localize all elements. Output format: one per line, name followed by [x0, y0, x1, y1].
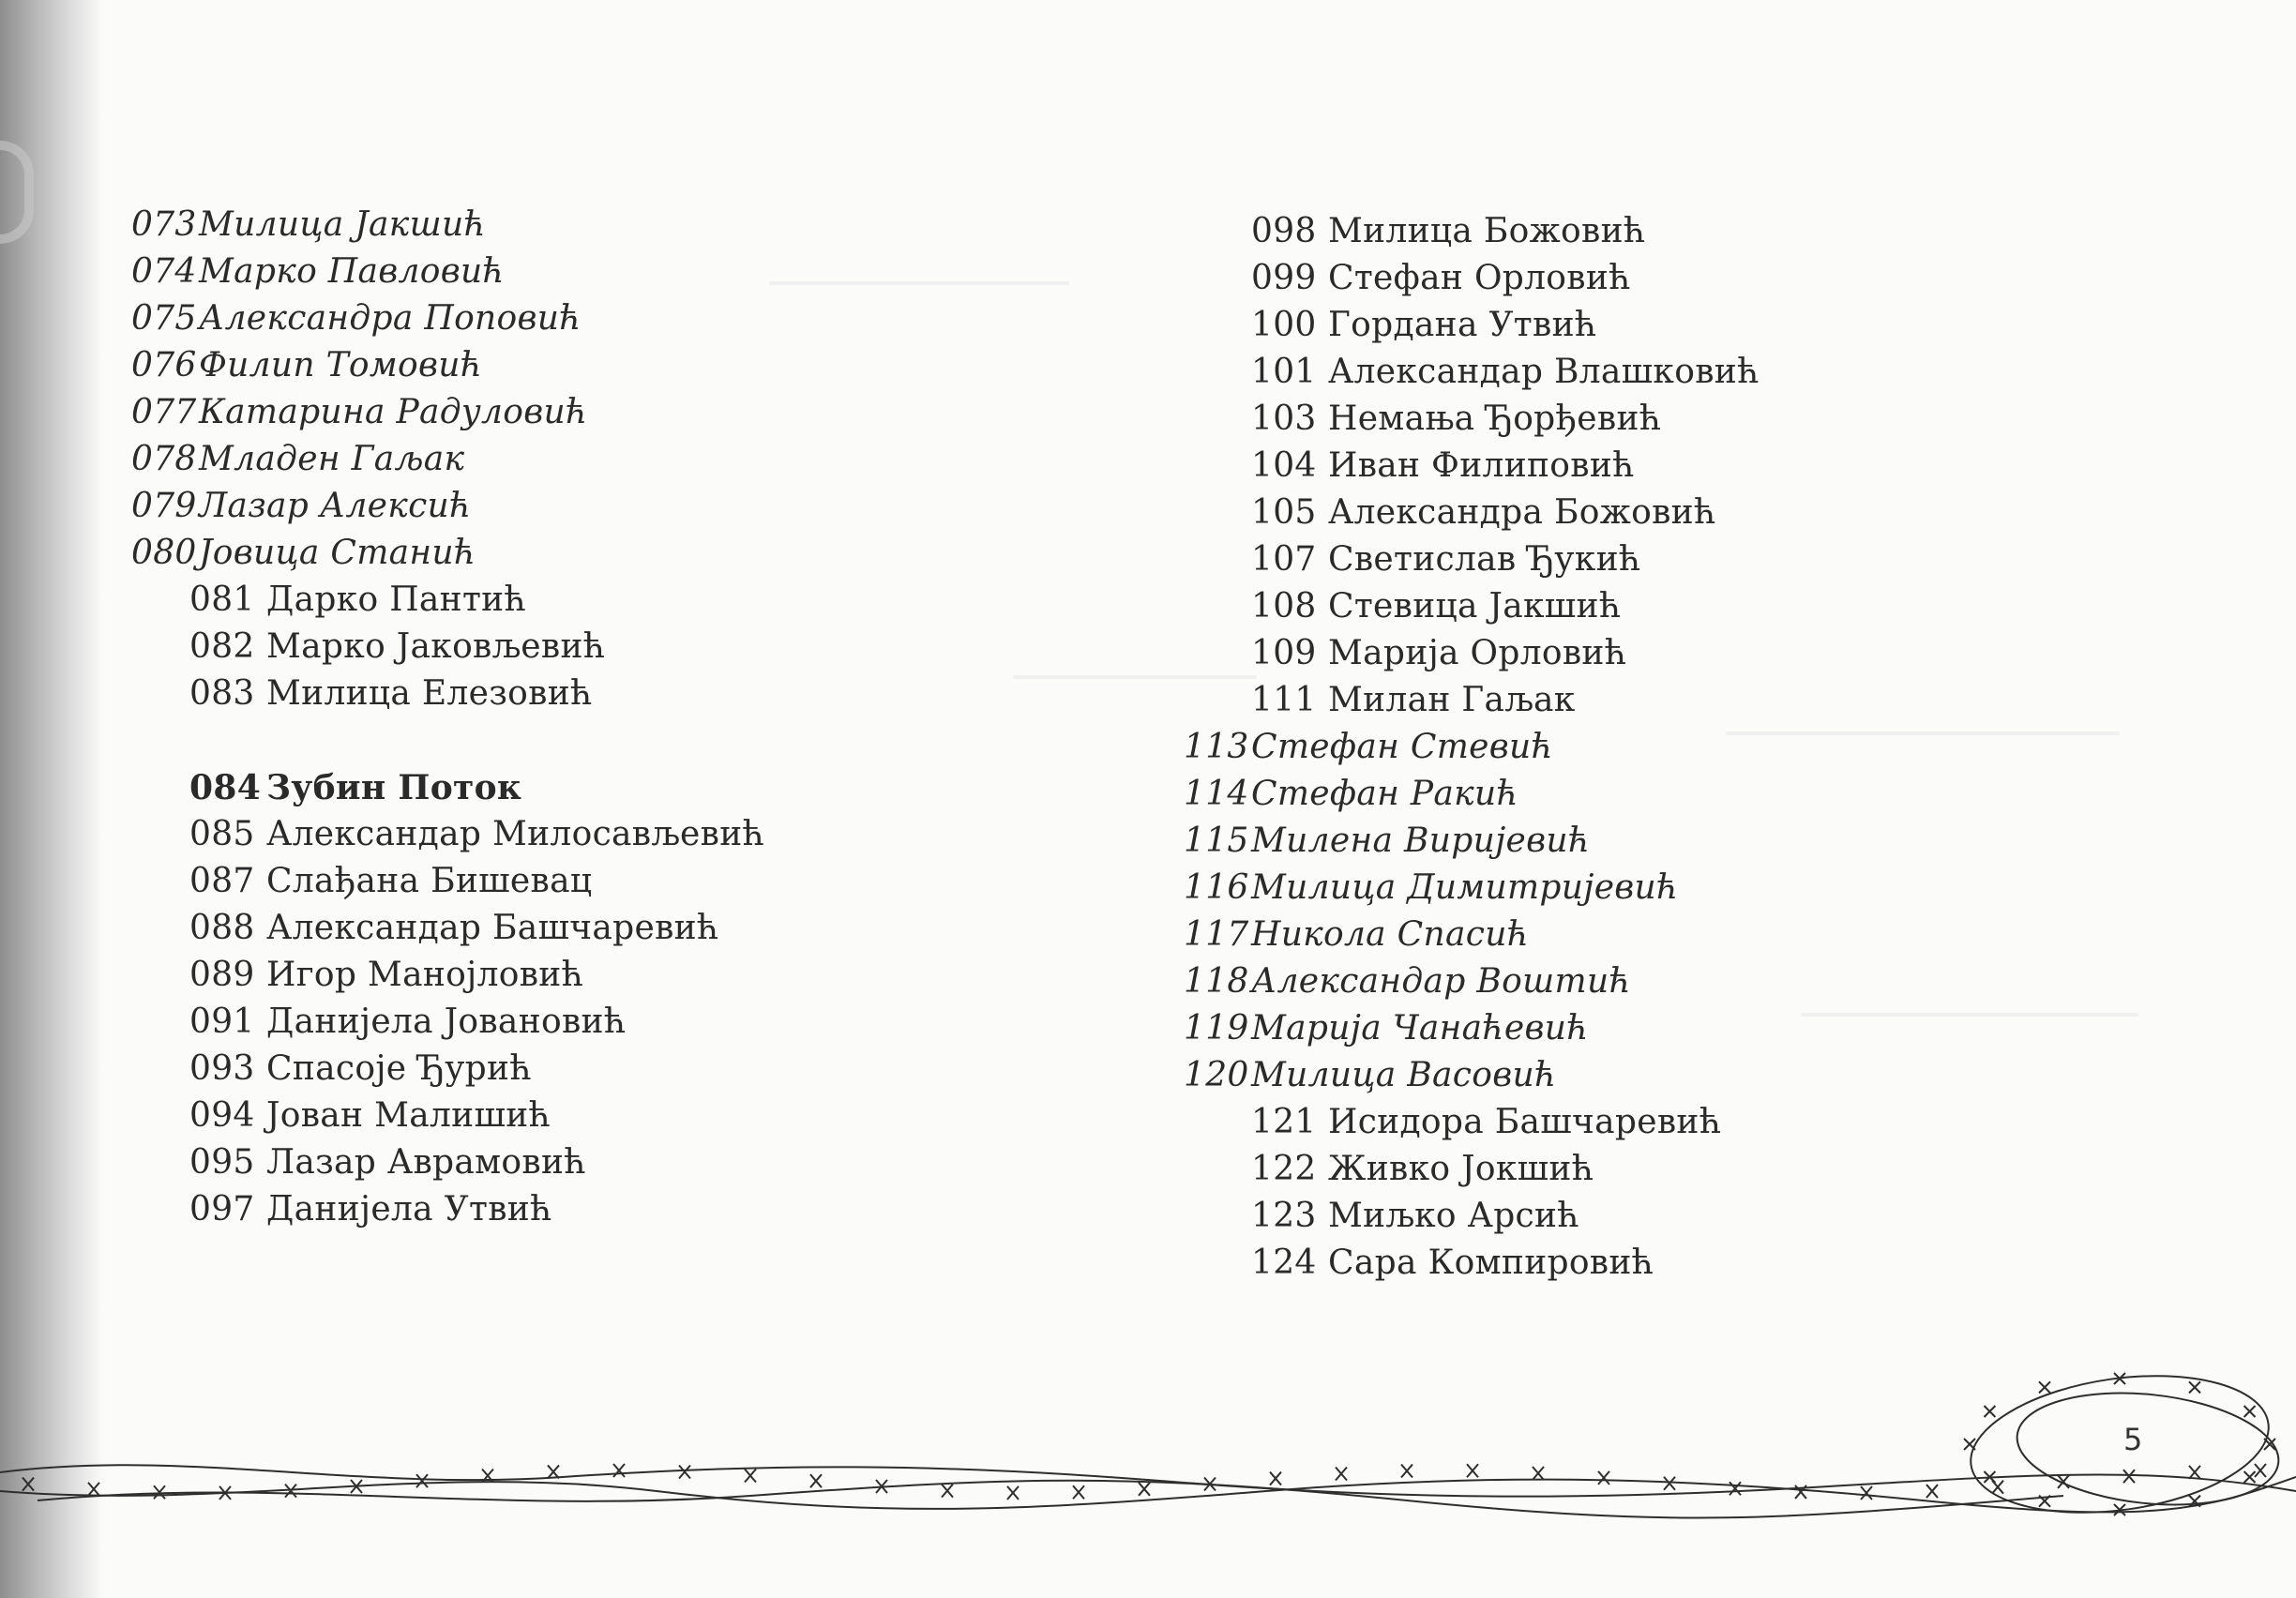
wire-barb — [1336, 1467, 1347, 1480]
wire-barb — [416, 1474, 428, 1487]
entry-name: Милица Димитријевић — [1251, 868, 1679, 907]
entry-name: Немања Ђорђевић — [1328, 400, 1662, 438]
entry-number: 097 — [189, 1190, 255, 1229]
wire-barb — [1073, 1485, 1084, 1499]
entry-name: Александар Башчаревић — [266, 909, 719, 947]
entry-number: 105 — [1251, 493, 1317, 532]
entry-name: Стефан Стевић — [1251, 728, 1553, 766]
entry-number: 076 — [131, 346, 197, 384]
entry-name: Слађана Бишевац — [266, 862, 593, 900]
wire-barb — [88, 1483, 99, 1496]
entry-number: 081 — [189, 580, 255, 619]
entry-number: 101 — [1251, 353, 1317, 391]
entry-name: Александар Милосављевић — [266, 815, 764, 853]
entry-name: Марија Чанаћевић — [1251, 1009, 1589, 1048]
entry-number: 099 — [1251, 259, 1317, 297]
wire-barb — [1270, 1472, 1281, 1485]
entry-name: Младен Гаљак — [199, 440, 465, 478]
entry-name: Никола Спасић — [1251, 915, 1530, 954]
wire-barb — [745, 1470, 756, 1483]
entry-name: Милан Гаљак — [1328, 681, 1576, 719]
entry-name: Стефан Орловић — [1328, 259, 1631, 297]
entry-number: 083 — [189, 674, 255, 713]
wire-barb — [1861, 1486, 1872, 1500]
wire-barb — [1964, 1439, 1975, 1450]
entry-number: 093 — [189, 1049, 255, 1088]
wire-barb — [679, 1465, 690, 1478]
entry-number: 074 — [131, 252, 197, 291]
entry-name: Александар Воштић — [1251, 962, 1631, 1001]
entry-name: Јован Малишић — [266, 1096, 551, 1135]
entry-number: 079 — [131, 487, 197, 525]
wire-barb — [1467, 1464, 1478, 1477]
entry-number: 077 — [131, 393, 197, 431]
entry-number: 109 — [1251, 634, 1317, 672]
wire-barb — [23, 1478, 34, 1491]
entry-number: 095 — [189, 1143, 255, 1182]
wire-barb — [548, 1465, 559, 1478]
entry-name: Александар Влашковић — [1328, 353, 1760, 391]
entry-name: Александра Божовић — [1328, 493, 1716, 532]
wire-barb — [1401, 1464, 1412, 1477]
entry-name: Марија Орловић — [1328, 634, 1627, 672]
entry-number: 107 — [1251, 540, 1317, 579]
entry-name: Милица Елезовић — [266, 674, 593, 713]
entry-number: 114 — [1184, 775, 1249, 813]
entry-number: 082 — [189, 627, 255, 666]
wire-barb — [1007, 1486, 1019, 1500]
wire-barb — [1984, 1406, 1995, 1417]
wire-barb — [942, 1485, 953, 1498]
entry-number: 103 — [1251, 400, 1317, 438]
entry-number: 122 — [1251, 1150, 1317, 1188]
entry-number: 089 — [189, 956, 255, 994]
entry-number: 080 — [131, 534, 197, 572]
entry-number: 100 — [1251, 306, 1317, 344]
entry-name: Живко Јокшић — [1328, 1150, 1594, 1188]
entry-name: Лазар Алексић — [199, 487, 472, 525]
wire-barb — [2189, 1466, 2200, 1479]
entry-number: 088 — [189, 909, 255, 947]
entry-name: Марко Павловић — [199, 252, 505, 291]
entry-name: Гордана Утвић — [1328, 306, 1597, 344]
wire-barb — [810, 1474, 822, 1487]
entry-name: Сара Компировић — [1328, 1244, 1654, 1282]
entry-number: 087 — [189, 862, 255, 900]
wire-barb — [2189, 1381, 2200, 1393]
entry-name: Миљко Арсић — [1328, 1197, 1579, 1235]
wire-barb — [1730, 1482, 1741, 1495]
entry-name: Лазар Аврамовић — [266, 1143, 586, 1182]
entry-name: Филип Томовић — [199, 346, 483, 384]
entry-name: Дарко Пантић — [266, 580, 526, 619]
entry-number: 085 — [189, 815, 255, 853]
entry-name: Катарина Радуловић — [199, 393, 588, 431]
entry-number: 094 — [189, 1096, 255, 1135]
entry-number: 075 — [131, 299, 197, 338]
entry-name: Данијела Утвић — [266, 1190, 552, 1229]
entry-number: 121 — [1251, 1103, 1317, 1141]
wire-barb — [2244, 1471, 2256, 1483]
entry-name: Милица Васовић — [1251, 1056, 1557, 1094]
entry-number: 118 — [1184, 962, 1249, 1001]
entry-number: 073 — [131, 205, 197, 244]
entry-number: 078 — [131, 440, 197, 478]
wire-barb — [2039, 1381, 2050, 1393]
entry-name: Светислав Ђукић — [1328, 540, 1641, 579]
entry-number: 120 — [1184, 1056, 1249, 1094]
entry-name: Јовица Станић — [199, 534, 476, 572]
entry-number: 084 — [189, 768, 262, 807]
entry-name: Александра Поповић — [199, 299, 582, 338]
wire-barb — [2255, 1464, 2266, 1477]
entry-name: Стефан Ракић — [1251, 775, 1518, 813]
entry-name: Спасоје Ђурић — [266, 1049, 532, 1088]
entry-number: 123 — [1251, 1197, 1317, 1235]
entry-name: Милица Божовић — [1328, 212, 1646, 250]
entry-number: 104 — [1251, 446, 1317, 485]
entry-number: 113 — [1184, 728, 1249, 766]
wire-strand — [0, 1465, 2296, 1496]
entry-number: 098 — [1251, 212, 1317, 250]
entry-name: Иван Филиповић — [1328, 446, 1635, 485]
wire-barb — [1139, 1483, 1150, 1496]
entry-name: Исидора Башчаревић — [1328, 1103, 1722, 1141]
entry-number: 119 — [1184, 1009, 1249, 1048]
entry-name: Данијела Јовановић — [266, 1003, 627, 1041]
wire-barb — [1926, 1485, 1938, 1498]
wire-barb — [1664, 1477, 1675, 1490]
wire-barb — [613, 1464, 625, 1477]
entry-name: Зубин Поток — [266, 768, 522, 807]
entry-number: 124 — [1251, 1244, 1317, 1282]
wire-barb — [1598, 1471, 1609, 1485]
entry-number: 108 — [1251, 587, 1317, 626]
entry-number: 117 — [1184, 915, 1249, 954]
entry-name: Милица Јакшић — [199, 205, 486, 244]
entry-name: Стевица Јакшић — [1328, 587, 1622, 626]
wire-barb — [1533, 1467, 1544, 1480]
entry-name: Игор Манојловић — [266, 956, 584, 994]
wire-barb — [2123, 1470, 2135, 1483]
entry-number: 091 — [189, 1003, 255, 1041]
wire-barb — [1992, 1481, 2003, 1494]
entry-name: Милена Виријевић — [1251, 822, 1591, 860]
page-number: 5 — [2123, 1422, 2143, 1457]
entry-number: 116 — [1184, 868, 1249, 907]
entry-number: 115 — [1184, 822, 1249, 860]
wire-barb — [2244, 1406, 2256, 1417]
entry-number: 111 — [1251, 681, 1317, 719]
wire-loop — [1962, 1358, 2277, 1530]
entry-name: Марко Јаковљевић — [266, 627, 606, 666]
